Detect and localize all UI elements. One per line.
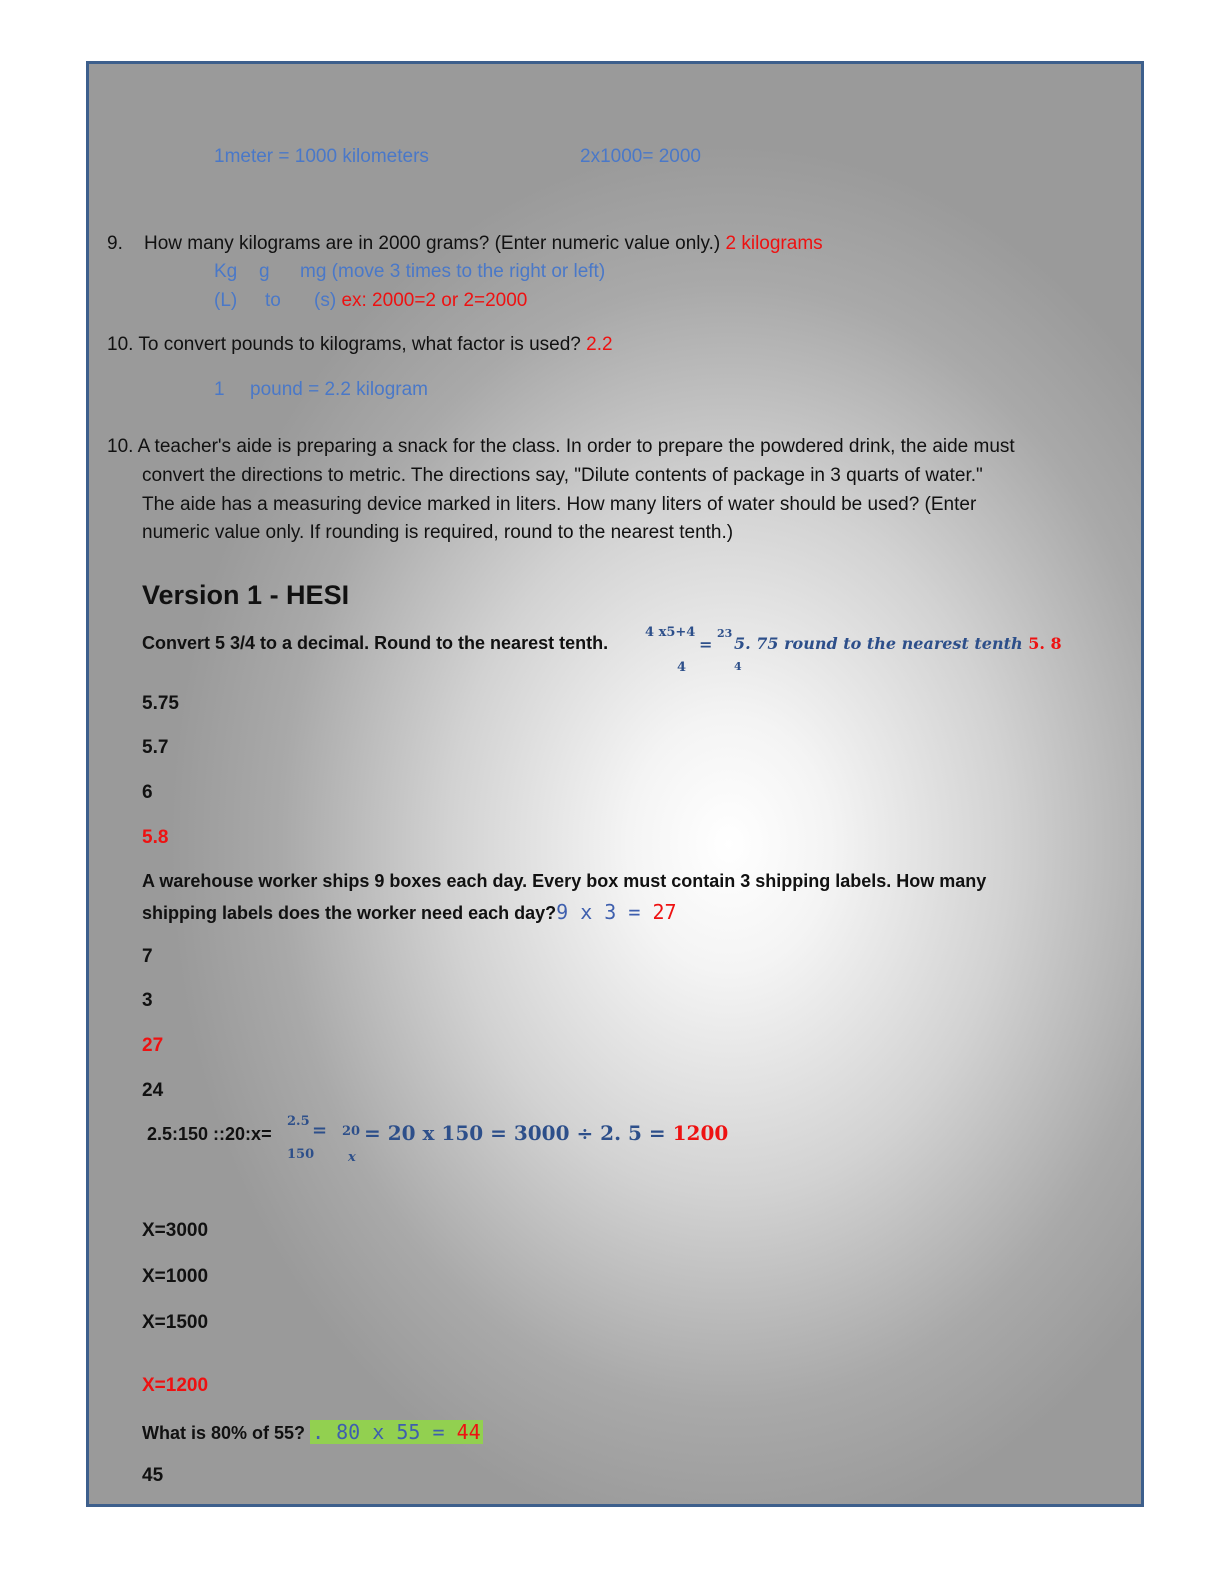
warehouse-answer: 27 bbox=[652, 900, 677, 924]
convert-correct-option: 5.8 bbox=[142, 827, 169, 848]
q9-number: 9. bbox=[107, 233, 123, 254]
percent-option-1: 45 bbox=[142, 1465, 164, 1486]
warehouse-calc: 9 x 3 = bbox=[556, 900, 653, 924]
ratio-frac2-den: x bbox=[348, 1150, 356, 1165]
page-frame bbox=[86, 61, 1144, 1507]
convert-option-3: 6 bbox=[142, 782, 153, 803]
warehouse-option-4: 24 bbox=[142, 1080, 164, 1101]
percent-line bbox=[142, 1420, 483, 1444]
warehouse-option-2: 3 bbox=[142, 990, 153, 1011]
percent-calc-highlight bbox=[310, 1420, 483, 1444]
q9-hint-s: (s) bbox=[314, 290, 337, 311]
q9-text: How many kilograms are in 2000 grams? (Enter numeric value only.) bbox=[144, 233, 721, 254]
q10b-line-4: numeric value only. If rounding is required, round to the nearest tenth.) bbox=[142, 522, 734, 543]
ratio-frac2-num: 20 bbox=[342, 1124, 361, 1139]
convert-option-1: 5.75 bbox=[142, 693, 179, 714]
percent-answer: 44 bbox=[456, 1420, 481, 1444]
convert-frac2-den: 4 bbox=[734, 660, 742, 673]
q10a-text: 10. To convert pounds to kilograms, what factor is used? bbox=[107, 334, 581, 355]
q9-hint-kg: Kg bbox=[214, 261, 238, 282]
q10a-note-rest: pound = 2.2 kilogram bbox=[250, 379, 428, 400]
q10b-line-2: convert the directions to metric. The directions say, "Dilute contents of package in 3 quarts of water." bbox=[142, 465, 983, 486]
warehouse-correct-option: 27 bbox=[142, 1035, 164, 1056]
percent-question: What is 80% of 55? bbox=[142, 1423, 306, 1443]
convert-frac1-den: 4 bbox=[677, 660, 687, 675]
q10b-line-3: The aide has a measuring device marked in liters. How many liters of water should be used? (Enter bbox=[142, 494, 977, 515]
ratio-frac1-den: 150 bbox=[287, 1147, 315, 1162]
convert-working: 5. 75 round to the nearest tenth bbox=[734, 634, 1023, 653]
convert-question: Convert 5 3/4 to a decimal. Round to the nearest tenth. bbox=[142, 633, 609, 653]
convert-frac2-num: 23 bbox=[717, 627, 733, 640]
ratio-working: = 20 x 150 = 3000 ÷ 2. 5 = bbox=[364, 1121, 673, 1145]
convert-option-2: 5.7 bbox=[142, 737, 169, 758]
q9-hint-example-line bbox=[314, 290, 527, 312]
q9-hint-g: g bbox=[259, 261, 270, 282]
ratio-option-1: X=3000 bbox=[142, 1220, 209, 1241]
convert-working-line bbox=[734, 634, 1062, 653]
warehouse-option-1: 7 bbox=[142, 946, 153, 967]
ratio-correct-option: X=1200 bbox=[142, 1375, 209, 1396]
ratio-working-line bbox=[364, 1121, 728, 1145]
warehouse-line-2-row bbox=[142, 900, 677, 924]
ratio-answer: 1200 bbox=[672, 1121, 729, 1145]
q10a-line bbox=[107, 334, 613, 356]
q9-answer: 2 kilograms bbox=[725, 233, 823, 254]
q9-hint-mg: mg (move 3 times to the right or left) bbox=[300, 261, 606, 282]
q10b-line-1: 10. A teacher's aide is preparing a snack for the class. In order to prepare the powdered drink, the aide must bbox=[107, 436, 1015, 457]
convert-frac1-num: 4 x5+4 bbox=[645, 625, 696, 640]
warehouse-line-2: shipping labels does the worker need each day? bbox=[142, 903, 557, 923]
q9-line bbox=[144, 233, 823, 255]
convert-equals: = bbox=[699, 635, 713, 654]
ratio-option-3: X=1500 bbox=[142, 1312, 209, 1333]
blue-note-left: 1meter = 1000 kilometers bbox=[214, 146, 429, 167]
blue-note-right: 2x1000= 2000 bbox=[580, 146, 701, 167]
q9-hint-l: (L) bbox=[214, 290, 238, 311]
ratio-option-2: X=1000 bbox=[142, 1266, 209, 1287]
ratio-frac1-num: 2.5 bbox=[287, 1114, 310, 1129]
percent-calc: . 80 x 55 = bbox=[312, 1420, 457, 1444]
convert-answer: 5. 8 bbox=[1028, 634, 1062, 653]
q9-hint-to: to bbox=[265, 290, 281, 311]
warehouse-line-1: A warehouse worker ships 9 boxes each day. Every box must contain 3 shipping labels. How many bbox=[142, 871, 987, 891]
ratio-question: 2.5:150 ::20:x= bbox=[147, 1124, 272, 1144]
q10a-note-one: 1 bbox=[214, 379, 225, 400]
q9-hint-example: ex: 2000=2 or 2=2000 bbox=[341, 290, 528, 311]
ratio-eq1: = bbox=[312, 1120, 328, 1141]
version-heading: Version 1 - HESI bbox=[142, 580, 350, 610]
q10a-answer: 2.2 bbox=[586, 334, 613, 355]
